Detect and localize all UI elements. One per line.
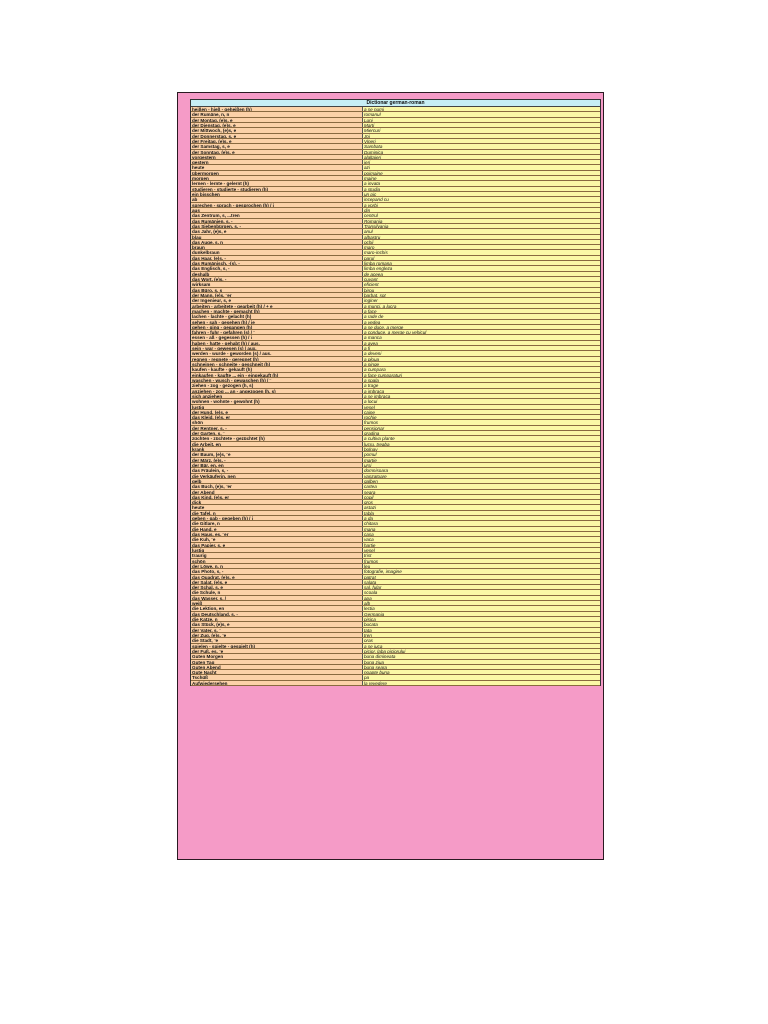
german-term: lachen - lachte - gelacht (h) xyxy=(191,314,363,318)
german-term: der Baum, (e)s, ¨e xyxy=(191,452,363,456)
german-term: das Buch, (e)s, ¨er xyxy=(191,484,363,488)
german-term: der Dienstag, (e)s, e xyxy=(191,123,363,127)
romanian-translation: la revedere xyxy=(363,681,600,685)
german-term: schön xyxy=(191,559,363,563)
romanian-translation: a imbraca xyxy=(363,389,600,393)
romanian-translation: a se duce, a merge xyxy=(363,325,600,329)
romanian-translation: Germania xyxy=(363,612,600,616)
german-term: das Fräulein, s, - xyxy=(191,468,363,472)
romanian-translation: ursi xyxy=(363,463,600,467)
romanian-translation: bolnav xyxy=(363,447,600,451)
german-term: gestern xyxy=(191,160,363,164)
german-term: die Arbeit, en xyxy=(191,442,363,446)
german-term: züchten - züchtete - gezüchtet (h) xyxy=(191,436,363,440)
german-term: der Sonntag, (e)s, e xyxy=(191,150,363,154)
german-term: ab xyxy=(191,197,363,201)
romanian-translation: a locui xyxy=(363,399,600,403)
romanian-translation: frumos xyxy=(363,420,600,424)
romanian-translation: sal, fular xyxy=(363,585,600,589)
romanian-translation: Duminica xyxy=(363,150,600,154)
romanian-translation: trist xyxy=(363,553,600,557)
romanian-translation: a ninge xyxy=(363,362,600,366)
german-term: der Schal, s, e xyxy=(191,585,363,589)
german-term: vorgestern xyxy=(191,155,363,159)
german-term: deshalb xyxy=(191,272,363,276)
romanian-translation: cuvant xyxy=(363,277,600,281)
romanian-translation: a da xyxy=(363,516,600,520)
romanian-translation: vesel xyxy=(363,548,600,552)
german-term: das Kind, (e)s, er xyxy=(191,495,363,499)
romanian-translation: oras xyxy=(363,638,600,642)
romanian-translation: inginer xyxy=(363,298,600,302)
romanian-translation: a ploua xyxy=(363,357,600,361)
german-term: das Jahr, (e)s, e xyxy=(191,229,363,233)
romanian-translation: un pic xyxy=(363,192,600,196)
romanian-translation: pensionar xyxy=(363,426,600,430)
german-term: der Fuß, es, ¨e xyxy=(191,649,363,653)
romanian-translation: a deveni xyxy=(363,351,600,355)
german-term: geben - gab - gegeben (h) / i xyxy=(191,516,363,520)
romanian-translation: maro-inchis xyxy=(363,250,600,254)
romanian-translation: tren xyxy=(363,633,600,637)
german-term: machen - machte - gemacht (h) xyxy=(191,309,363,313)
romanian-translation: romanul xyxy=(363,112,600,116)
german-term: aus xyxy=(191,208,363,212)
german-term: die Verkäuferin, nen xyxy=(191,474,363,478)
german-term: die Hand, e xyxy=(191,527,363,531)
romanian-translation: a avea xyxy=(363,341,600,345)
german-term: morgen xyxy=(191,176,363,180)
german-term: das Auge, s, n xyxy=(191,240,363,244)
german-term: der Löwe, n, n xyxy=(191,564,363,568)
romanian-translation: alaltaieri xyxy=(363,155,600,159)
german-term: der Mann, (e)s, ¨er xyxy=(191,293,363,297)
romanian-translation: astazi xyxy=(363,505,600,509)
romanian-translation: a cultiva plante xyxy=(363,436,600,440)
romanian-translation: a spala xyxy=(363,378,600,382)
romanian-translation: ochii xyxy=(363,240,600,244)
romanian-translation: a manca xyxy=(363,335,600,339)
romanian-translation: fotografie, imagine xyxy=(363,569,600,573)
romanian-translation: rochie xyxy=(363,415,600,419)
romanian-translation: a munci, a lucra xyxy=(363,304,600,308)
romanian-translation: domnisoara xyxy=(363,468,600,472)
romanian-translation: a se numi xyxy=(363,107,600,111)
german-term: das Quadrat, (e)s, e xyxy=(191,575,363,579)
german-term: die Kuh, ¨e xyxy=(191,537,363,541)
romanian-translation: pisica xyxy=(363,617,600,621)
german-term: Gute Nacht xyxy=(191,670,363,674)
german-term: die Gitlare, n xyxy=(191,521,363,525)
romanian-translation: Transilvania xyxy=(363,224,600,228)
german-term: das Stück, (e)s, e xyxy=(191,622,363,626)
romanian-translation: parul xyxy=(363,256,600,260)
romanian-translation: a vorbi xyxy=(363,203,600,207)
german-term: das Büro, s, s xyxy=(191,288,363,292)
romanian-translation: galben xyxy=(363,479,600,483)
table-title: Dictionar german-roman xyxy=(191,100,600,107)
german-term: krank xyxy=(191,447,363,451)
german-term: der Vater, s, ¨ xyxy=(191,628,363,632)
romanian-translation: mana xyxy=(363,527,600,531)
german-term: der März, (e)s, - xyxy=(191,458,363,462)
german-term: traurig xyxy=(191,553,363,557)
german-term: der Montag, (e)s, e xyxy=(191,118,363,122)
german-term: Guten Tag xyxy=(191,660,363,664)
romanian-translation: a face xyxy=(363,309,600,313)
romanian-translation: maine xyxy=(363,176,600,180)
german-term: die Stadt, ¨e xyxy=(191,638,363,642)
german-term: der Ingenieur, s, e xyxy=(191,298,363,302)
romanian-translation: a conduce, a merge cu vehicul xyxy=(363,330,600,334)
german-term: braun xyxy=(191,245,363,249)
german-term: die Katze, n xyxy=(191,617,363,621)
german-term: sich anziehen xyxy=(191,394,363,398)
german-term: sein - war - gewesen (s) / aux. xyxy=(191,346,363,350)
romanian-translation: a vedea xyxy=(363,320,600,324)
german-term: das Haar, (e)s, - xyxy=(191,256,363,260)
romanian-translation: casa xyxy=(363,532,600,536)
german-term: waschen - wusch - gewaschen (h) / ¨ xyxy=(191,378,363,382)
romanian-translation: caine xyxy=(363,410,600,414)
romanian-translation: martie xyxy=(363,458,600,462)
romanian-translation: ieri xyxy=(363,160,600,164)
german-term: lustig xyxy=(191,405,363,409)
romanian-translation: a se juca xyxy=(363,644,600,648)
romanian-translation: a invata xyxy=(363,181,600,185)
german-term: dick xyxy=(191,500,363,504)
german-term: studieren - studierte - studieren (h) xyxy=(191,187,363,191)
german-term: anziehen - zog ... an - angezogen (h, s) xyxy=(191,389,363,393)
romanian-translation: gradina xyxy=(363,431,600,435)
german-term: lernen - lernte - gelernt (h) xyxy=(191,181,363,185)
romanian-translation: lectia xyxy=(363,606,600,610)
romanian-translation: Romania xyxy=(363,219,600,223)
romanian-translation: lucru, treaba xyxy=(363,442,600,446)
german-term: ein bisschen xyxy=(191,192,363,196)
german-term: das Papier, s, e xyxy=(191,543,363,547)
german-term: Aufwiedersehen xyxy=(191,681,363,685)
romanian-translation: Vineri xyxy=(363,139,600,143)
romanian-translation: buna ziua xyxy=(363,660,600,664)
german-term: das Wasser, s, / xyxy=(191,596,363,600)
german-term: übermorgen xyxy=(191,171,363,175)
table-body xyxy=(191,107,600,686)
german-term: Guten Morgen xyxy=(191,654,363,658)
romanian-translation: a fi xyxy=(363,346,600,350)
german-term: shön xyxy=(191,420,363,424)
german-term: heute xyxy=(191,165,363,169)
romanian-translation: noapte buna xyxy=(363,670,600,674)
romanian-translation: a se imbraca xyxy=(363,394,600,398)
romanian-translation: pa xyxy=(363,675,600,679)
romanian-translation: azi xyxy=(363,165,600,169)
german-term: haben - hatte - gehabt (h) / aus. xyxy=(191,341,363,345)
romanian-translation: a trage xyxy=(363,383,600,387)
german-term: der Hund, (e)s, e xyxy=(191,410,363,414)
german-term: heißen - hieß - geheißen (h) xyxy=(191,107,363,111)
german-term: das Englisch, s, - xyxy=(191,266,363,270)
romanian-translation: copil xyxy=(363,495,600,499)
romanian-translation: incepand cu xyxy=(363,197,600,201)
german-term: ziehen - zog - gezogen (h, s) xyxy=(191,383,363,387)
romanian-translation: limba romana xyxy=(363,261,600,265)
german-term: Guten Abend xyxy=(191,665,363,669)
german-term: regnen - regnete - geregnet (h) xyxy=(191,357,363,361)
german-term: die Lektion, en xyxy=(191,606,363,610)
dictionary-table xyxy=(190,99,601,686)
german-term: weiß xyxy=(191,601,363,605)
romanian-translation: leu xyxy=(363,564,600,568)
german-term: schneinen - schneite - geschneit (h) xyxy=(191,362,363,366)
german-term: die Schule, n xyxy=(191,590,363,594)
german-term: der Salat, (e)s, e xyxy=(191,580,363,584)
romanian-translation: limba engleza xyxy=(363,266,600,270)
german-term: gehen - ging - gegangen (h) xyxy=(191,325,363,329)
german-term: dunkelbraun xyxy=(191,250,363,254)
romanian-translation: din xyxy=(363,208,600,212)
german-term: werden - wurde - geworden (s) / aus. xyxy=(191,351,363,355)
romanian-translation: buna dimineata xyxy=(363,654,600,658)
german-term: der Donnerstag, s, e xyxy=(191,134,363,138)
romanian-translation: pomul xyxy=(363,452,600,456)
german-term: heute xyxy=(191,505,363,509)
romanian-translation: maro xyxy=(363,245,600,249)
german-term: das Haus, es, ¨er xyxy=(191,532,363,536)
romanian-translation: anul xyxy=(363,229,600,233)
german-term: der Abend xyxy=(191,490,363,494)
romanian-translation: a face cumparaturi xyxy=(363,373,600,377)
romanian-translation: picior, laba piciorului xyxy=(363,649,600,653)
german-term: die Tafel, n xyxy=(191,511,363,515)
german-term: das Deutschland, s, - xyxy=(191,612,363,616)
romanian-translation: centrul xyxy=(363,213,600,217)
german-term: der Rentner, s, - xyxy=(191,426,363,430)
romanian-translation: a studia xyxy=(363,187,600,191)
romanian-translation: gros xyxy=(363,500,600,504)
german-term: lustig xyxy=(191,548,363,552)
german-term: wirksam xyxy=(191,282,363,286)
german-term: der Freitag, (e)s, e xyxy=(191,139,363,143)
german-term: das Wort, (e)s, - xyxy=(191,277,363,281)
german-term: der Zug, (e)s, ¨e xyxy=(191,633,363,637)
romanian-translation: eficient xyxy=(363,282,600,286)
romanian-translation: Luni xyxy=(363,118,600,122)
romanian-translation: Sambata xyxy=(363,144,600,148)
german-term: gelb xyxy=(191,479,363,483)
romanian-translation: de aceea xyxy=(363,272,600,276)
romanian-translation: Joi xyxy=(363,134,600,138)
german-term: das Zentrum, s, ...tren xyxy=(191,213,363,217)
german-term: blau xyxy=(191,235,363,239)
german-term: spielen - spielte - gespielt (h) xyxy=(191,644,363,648)
german-term: einkaufen - kaufte ... ein - eingekauft (h) xyxy=(191,373,363,377)
german-term: fahren - fuhr - gefahren (s) / ¨ xyxy=(191,330,363,334)
german-term: der Mittwoch, (e)s, e xyxy=(191,128,363,132)
romanian-translation: buna seara xyxy=(363,665,600,669)
romanian-translation: bucata xyxy=(363,622,600,626)
romanian-translation: Miercuri xyxy=(363,128,600,132)
romanian-translation: alb xyxy=(363,601,600,605)
german-term: das Siebenbürgen, s, - xyxy=(191,224,363,228)
romanian-translation: albastru xyxy=(363,235,600,239)
romanian-translation: birou xyxy=(363,288,600,292)
romanian-translation: cartea xyxy=(363,484,600,488)
romanian-translation: apa xyxy=(363,596,600,600)
romanian-translation: hartie xyxy=(363,543,600,547)
german-term: der Bär, en, en xyxy=(191,463,363,467)
romanian-translation: vaca xyxy=(363,537,600,541)
romanian-translation: a rade de xyxy=(363,314,600,318)
romanian-translation: a cumpara xyxy=(363,367,600,371)
german-term: kaufen - kaufte - gekauft (h) xyxy=(191,367,363,371)
german-term: arbeiten - arbeitete - gearbeit (h) / + e xyxy=(191,304,363,308)
romanian-translation: Marti xyxy=(363,123,600,127)
romanian-translation: vanzatoare xyxy=(363,474,600,478)
german-term: das Rumänien, s, - xyxy=(191,219,363,223)
german-term: sprechen - sprach - gesprochen (h) / i xyxy=(191,203,363,207)
romanian-translation: barbat, sot xyxy=(363,293,600,297)
german-term: der Rumäne, n, n xyxy=(191,112,363,116)
romanian-translation: seara xyxy=(363,490,600,494)
german-term: der Samstag, s, e xyxy=(191,144,363,148)
german-term: das Kleid, (e)s, er xyxy=(191,415,363,419)
romanian-translation: scoala xyxy=(363,590,600,594)
romanian-translation: tabla xyxy=(363,511,600,515)
romanian-translation: poimaine xyxy=(363,171,600,175)
german-term: sehen - sah - gesehen (h) / ie xyxy=(191,320,363,324)
german-term: der Garten, s, ¨ xyxy=(191,431,363,435)
table-row xyxy=(191,681,600,686)
german-term: Tschüß xyxy=(191,675,363,679)
german-term: wohnen - wohnte - gewohnt (h) xyxy=(191,399,363,403)
german-term: das Rumänisch, -(s), - xyxy=(191,261,363,265)
romanian-translation: patrat xyxy=(363,575,600,579)
romanian-translation: vesel xyxy=(363,405,600,409)
german-term: essen - aß - gegessen (h) / i xyxy=(191,335,363,339)
romanian-translation: chitara xyxy=(363,521,600,525)
romanian-translation: tata xyxy=(363,628,600,632)
romanian-translation: salata xyxy=(363,580,600,584)
romanian-translation: frumos xyxy=(363,559,600,563)
german-term: das Photo, s, - xyxy=(191,569,363,573)
